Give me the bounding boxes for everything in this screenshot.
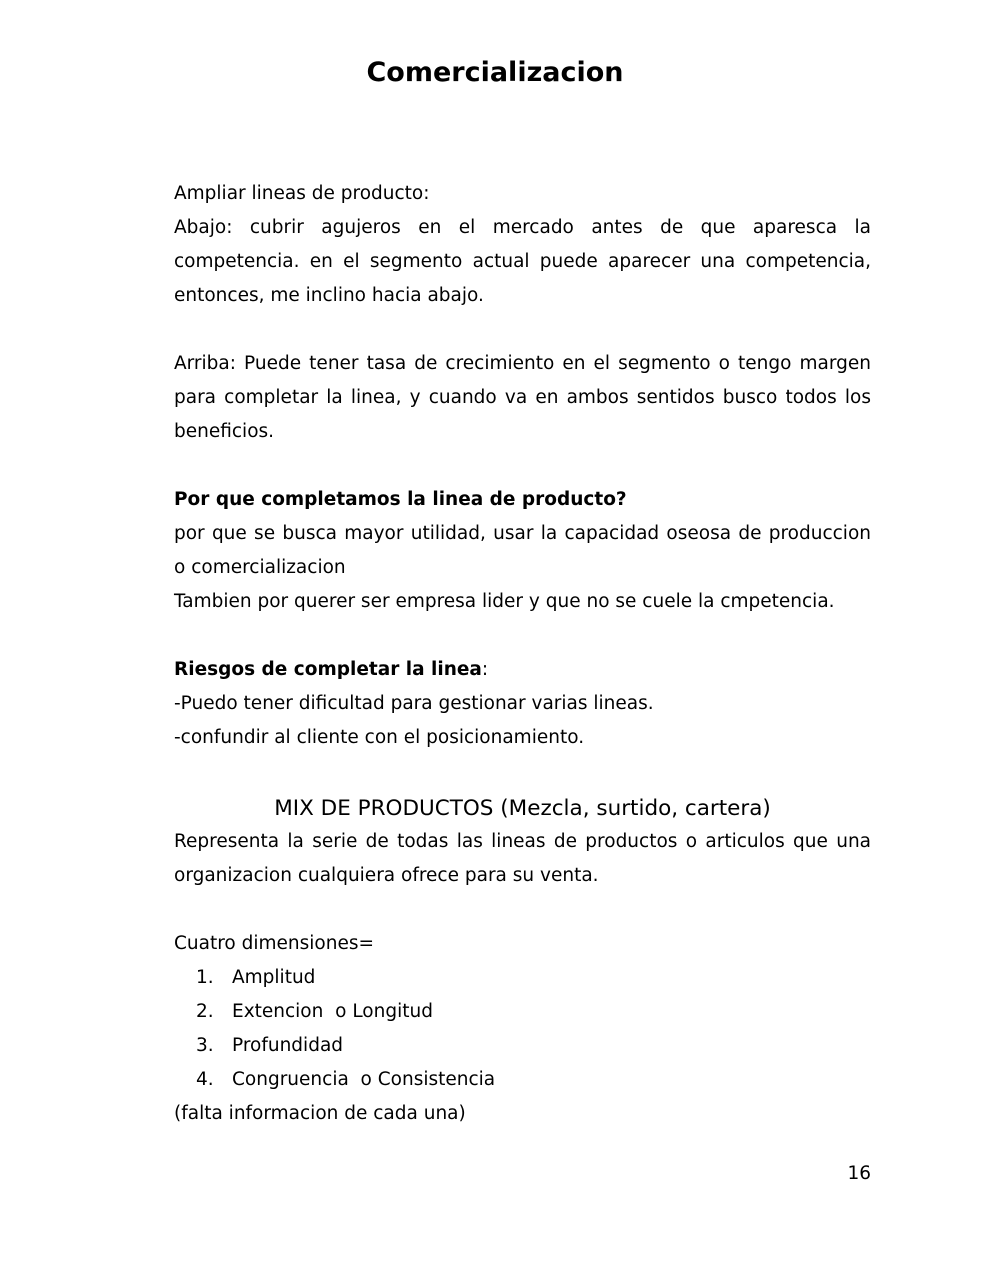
list-text: Profundidad [232,1035,344,1056]
blank-line [174,755,871,789]
page-number: 16 [847,1163,871,1184]
section-heading-riesgos-line [174,653,871,687]
list-item [174,1063,871,1097]
list-item [174,1029,871,1063]
risk-item: -confundir al cliente con el posicionamiento. [174,727,585,748]
list-number: 4. [196,1069,214,1090]
list-number: 2. [196,1001,214,1022]
paragraph-mix-definition: Representa la serie de todas las lineas de productos o articulos que una organizacion cualquiera ofrece para su venta. [174,831,871,886]
dimensions-list [174,961,871,1097]
page-title: Comercializacion [366,57,624,88]
list-item [174,995,871,1029]
section-heading-completar: Por que completamos la linea de producto? [174,489,627,510]
risk-item: -Puedo tener dificultad para gestionar varias lineas. [174,693,654,714]
list-text: Extencion o Longitud [232,1001,433,1022]
list-number: 1. [196,967,214,988]
section-heading-ampliar: Ampliar lineas de producto: [174,183,430,204]
blank-line [174,893,871,927]
blank-line [174,619,871,653]
dimensions-note: (falta informacion de cada una) [174,1103,466,1124]
blank-line [174,449,871,483]
list-item [174,961,871,995]
document-body [174,177,871,1131]
paragraph-abajo: Abajo: cubrir agujeros en el mercado antes de que aparesca la competencia. en el segmento actual puede aparecer una competencia, entonces, me inclino hacia abajo. [174,217,871,306]
paragraph-utilidad: por que se busca mayor utilidad, usar la capacidad oseosa de produccion o comercializacion [174,523,871,578]
section-heading-mix: MIX DE PRODUCTOS (Mezcla, surtido, cartera) [274,796,771,821]
list-number: 3. [196,1035,214,1056]
section-heading-riesgos: Riesgos de completar la linea [174,659,482,680]
paragraph-lider: Tambien por querer ser empresa lider y que no se cuele la cmpetencia. [174,591,835,612]
list-text: Amplitud [232,967,316,988]
heading-colon: : [481,659,489,680]
blank-line [174,313,871,347]
dimensions-label: Cuatro dimensiones= [174,933,374,954]
list-text: Congruencia o Consistencia [232,1069,496,1090]
paragraph-arriba: Arriba: Puede tener tasa de crecimiento en el segmento o tengo margen para completar la linea, y cuando va en ambos sentidos busco todos los beneficios. [174,353,871,442]
